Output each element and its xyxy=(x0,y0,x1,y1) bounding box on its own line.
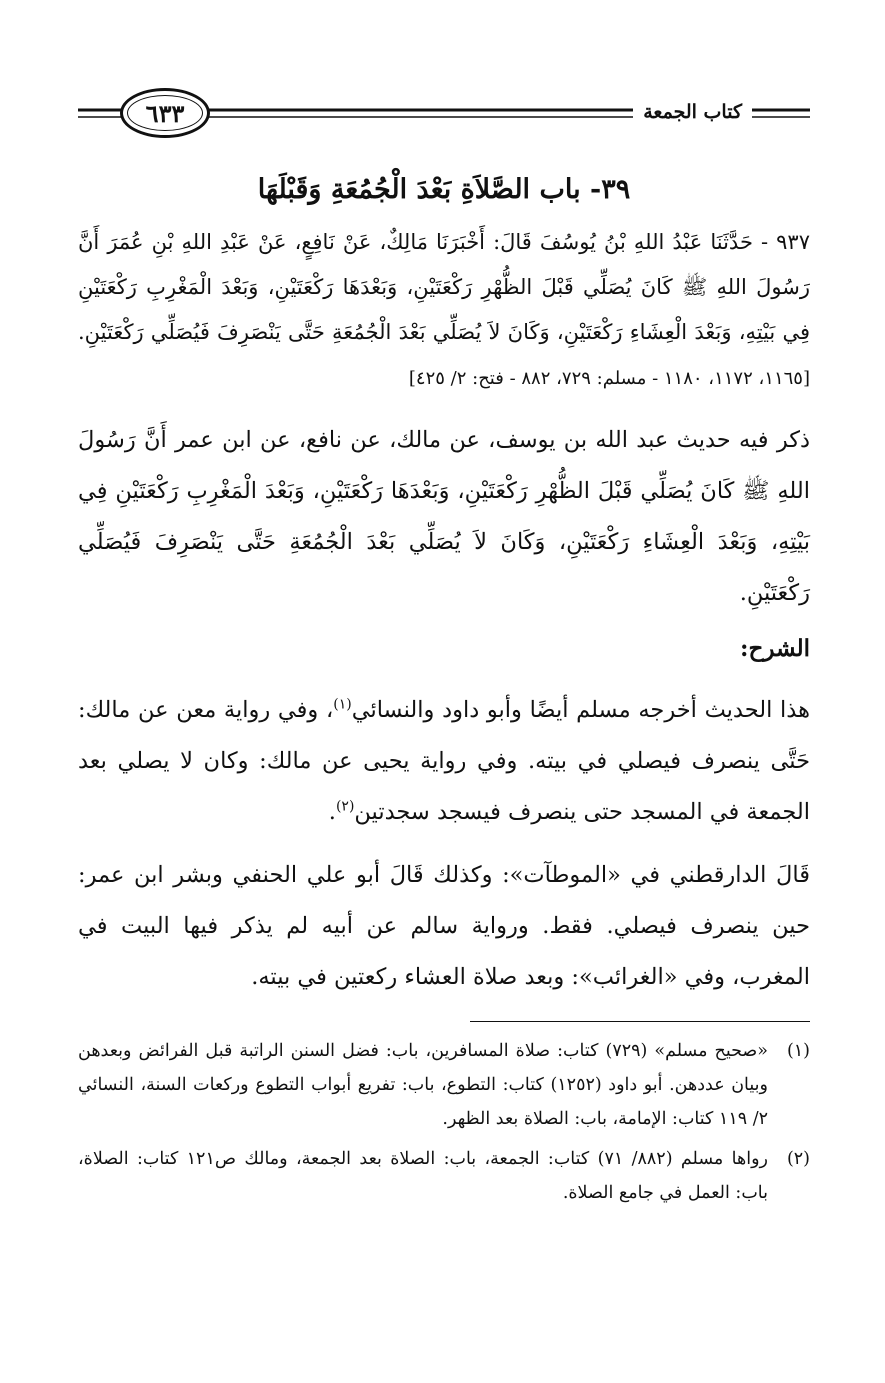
hadith-references: [١١٦٥، ١١٧٢، ١١٨٠ - مسلم: ٧٢٩، ٨٨٢ - فتح: ٢/ ٤٢٥] xyxy=(408,368,810,389)
commentary-paragraph-2 xyxy=(78,685,810,838)
running-header xyxy=(78,70,810,158)
hadith-body: ٩٣٧ - حَدَّثَنَا عَبْدُ اللهِ بْنُ يُوسُفَ قَالَ: أَخْبَرَنَا مَالِكٌ، عَنْ نَافِعٍ، عَنْ عَبْدِ اللهِ بْنِ عُمَرَ أَنَّ رَسُولَ اللهِ ﷺ كَانَ يُصَلِّي قَبْلَ الظُّهْرِ رَكْعَتَيْنِ، وَبَعْدَهَا رَكْعَتَيْنِ، وَبَعْدَ الْمَغْرِبِ رَكْعَتَيْنِ فِي بَيْتِهِ، وَبَعْدَ الْعِشَاءِ رَكْعَتَيْنِ، وَكَانَ لاَ يُصَلِّي بَعْدَ الْجُمُعَةِ حَتَّى يَنْصَرِفَ فَيُصَلِّي رَكْعَتَيْنِ. xyxy=(78,230,810,344)
hadith-text xyxy=(78,220,810,401)
paragraph-2-part-a: هذا الحديث أخرجه مسلم أيضًا وأبو داود والنسائي xyxy=(351,697,810,723)
paragraph-2-end: . xyxy=(328,799,336,825)
footnote-text: «صحيح مسلم» (٧٢٩) كتاب: صلاة المسافرين، باب: فضل السنن الراتبة قبل الفرائض وبعدهن وبيان عددهن. أبو داود (١٢٥٢) كتاب: التطوع، باب: تفريع أبواب التطوع وركعات السنة، النسائي ٢/ ١١٩ كتاب: الإمامة، باب: الصلاة بعد الظهر. xyxy=(78,1041,768,1129)
footnote-number: (٢) xyxy=(786,1149,810,1169)
page-number-oval xyxy=(120,88,210,138)
commentary-paragraph-3: قَالَ الدارقطني في «الموطآت»: وكذلك قَالَ أبو علي الحنفي وبشر ابن عمر: حين ينصرف فيصلي. فقط. ورواية سالم عن أبيه لم يذكر فيها البيت في المغرب، وفي «الغرائب»: وبعد صلاة العشاء ركعتين في بيته. xyxy=(78,862,810,990)
footnote-2 xyxy=(78,1142,810,1210)
footnote-separator xyxy=(470,1021,810,1022)
page-number: ٦٣٣ xyxy=(145,98,185,128)
footnote-ref-1[interactable]: (١) xyxy=(333,696,352,713)
footnote-1 xyxy=(78,1034,810,1136)
chapter-heading: ٣٩- باب الصَّلاَةِ بَعْدَ الْجُمُعَةِ وَقَبْلَهَا xyxy=(257,174,631,205)
book-title: كتاب الجمعة xyxy=(633,97,752,127)
footnote-text: رواها مسلم (٨٨٢/ ٧١) كتاب: الجمعة، باب: الصلاة بعد الجمعة، ومالك ص١٢١ كتاب: الصلاة، باب: العمل في جامع الصلاة. xyxy=(78,1149,768,1203)
footnote-ref-2[interactable]: (٢) xyxy=(335,798,355,815)
footnote-number: (١) xyxy=(786,1041,810,1061)
book-page xyxy=(78,70,810,1360)
paragraph-2-part-b: ، وفي رواية معن عن مالك: حَتَّى ينصرف فيصلي في بيته. وفي رواية يحيى عن مالك: وكان لا يصلي بعد الجمعة في المسجد حتى ينصرف فيسجد سجدتين xyxy=(78,697,810,825)
sharh-label: الشرح: xyxy=(740,635,810,662)
commentary-paragraph-1: ذكر فيه حديث عبد الله بن يوسف، عن مالك، عن نافع، عن ابن عمر أَنَّ رَسُولَ اللهِ ﷺ كَانَ يُصَلِّي قَبْلَ الظُّهْرِ رَكْعَتَيْنِ، وَبَعْدَهَا رَكْعَتَيْنِ، وَبَعْدَ الْمَغْرِبِ رَكْعَتَيْنِ فِي بَيْتِهِ، وَبَعْدَ الْعِشَاءِ رَكْعَتَيْنِ، وَكَانَ لاَ يُصَلِّي بَعْدَ الْجُمُعَةِ حَتَّى يَنْصَرِفَ فَيُصَلِّي رَكْعَتَيْنِ. xyxy=(78,427,810,606)
